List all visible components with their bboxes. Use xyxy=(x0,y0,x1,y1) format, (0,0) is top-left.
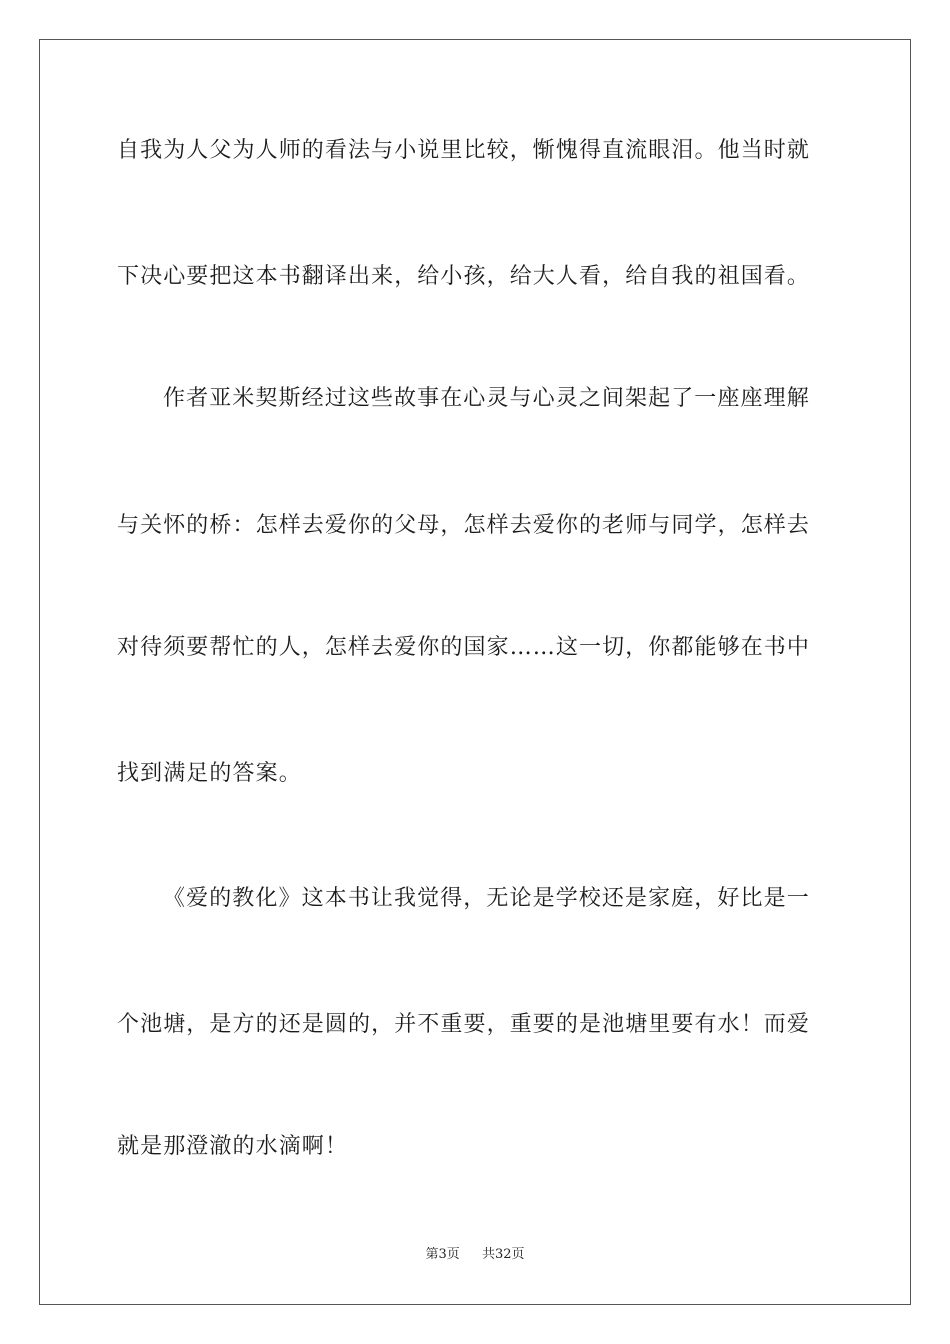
body-text-line: 与关怀的桥：怎样去爱你的父母，怎样去爱你的老师与同学，怎样去 xyxy=(117,513,811,538)
page-footer xyxy=(0,1246,950,1264)
page-border xyxy=(39,39,911,1305)
page-number: 第3页 xyxy=(425,1247,460,1262)
body-text-line: 下决心要把这本书翻译出来，给小孩，给大人看，给自我的祖国看。 xyxy=(117,264,811,289)
body-text-line: 自我为人父为人师的看法与小说里比较，惭愧得直流眼泪。他当时就 xyxy=(117,138,811,163)
body-text-line: 找到满足的答案。 xyxy=(117,761,302,786)
total-pages: 共32页 xyxy=(482,1247,525,1262)
body-text-line: 对待须要帮忙的人，怎样去爱你的国家……这一切，你都能够在书中 xyxy=(117,635,811,660)
paragraph-first-line: 作者亚米契斯经过这些故事在心灵与心灵之间架起了一座座理解 xyxy=(163,386,810,411)
paragraph-first-line: 《爱的教化》这本书让我觉得，无论是学校还是家庭，好比是一 xyxy=(163,886,810,911)
body-text-line: 就是那澄澈的水滴啊！ xyxy=(117,1134,349,1159)
body-text-line: 个池塘，是方的还是圆的，并不重要，重要的是池塘里要有水！而爱 xyxy=(117,1012,811,1037)
